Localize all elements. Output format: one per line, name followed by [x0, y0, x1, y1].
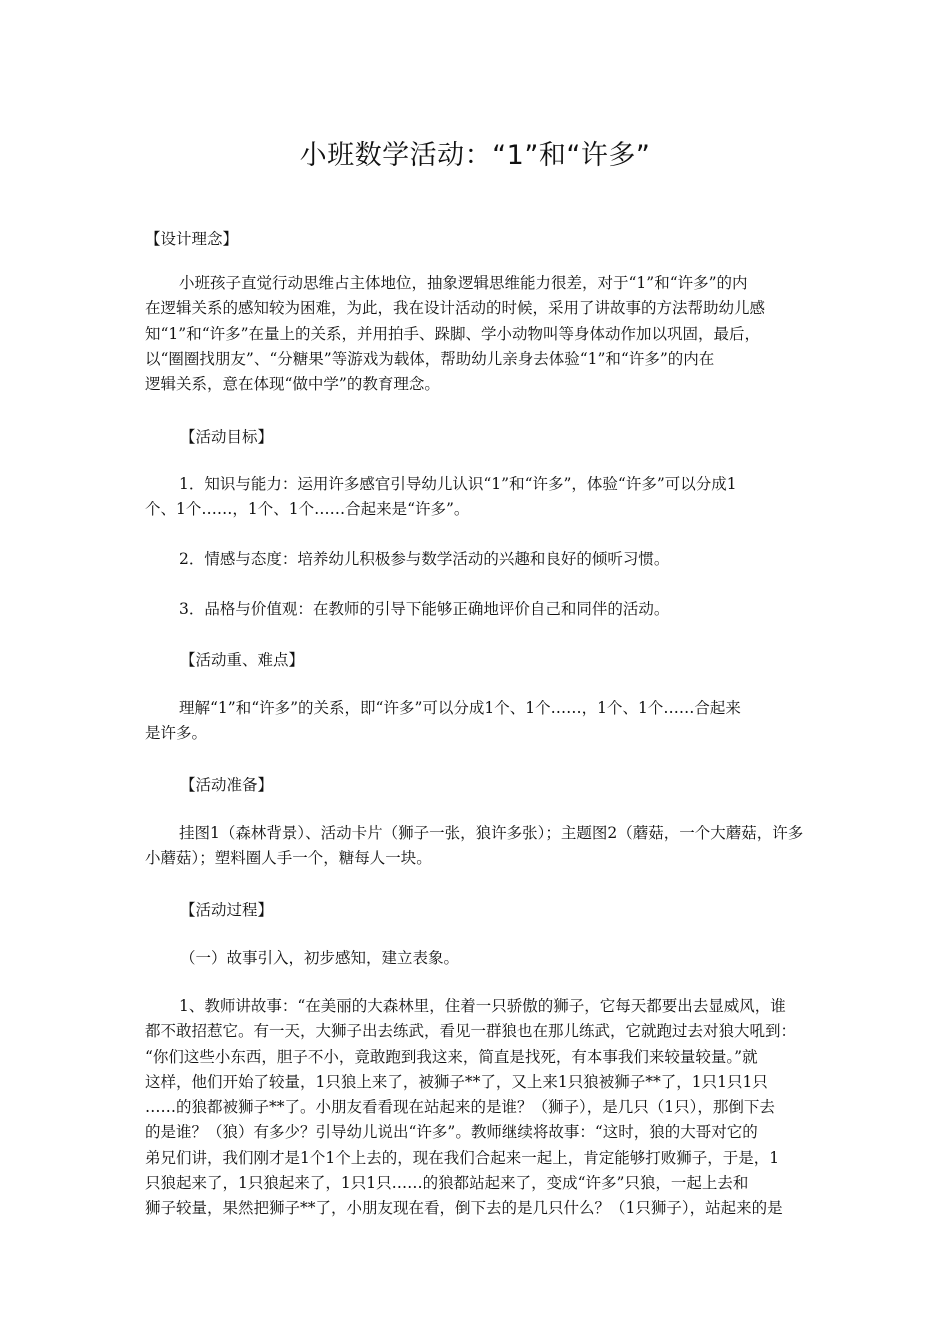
- text-line: 挂图1（森林背景）、活动卡片（狮子一张，狼许多张）；主题图2（蘑菇，一个大蘑菇，许多: [179, 824, 804, 842]
- section-heading-key-points: 【活动重、难点】: [180, 651, 305, 669]
- paragraph-process-story: [145, 994, 809, 1222]
- text-line: 逻辑关系，意在体现“做中学”的教育理念。: [145, 375, 440, 394]
- process-subheading: （一）故事引入，初步感知，建立表象。: [180, 949, 460, 967]
- text-line: 2．情感与态度：培养幼儿积极参与数学活动的兴趣和良好的倾听习惯。: [179, 550, 670, 568]
- text-line: 1、教师讲故事：“在美丽的大森林里，住着一只骄傲的狮子，它每天都要出去显威风，谁: [179, 997, 786, 1015]
- text-line: 理解“1”和“许多”的关系，即“许多”可以分成1个、1个……，1个、1个……合起来: [179, 699, 741, 717]
- section-heading-process: 【活动过程】: [180, 901, 274, 919]
- text-line: 狮子较量，果然把狮子**了，小朋友现在看，倒下去的是几只什么？（1只狮子），站起来的是: [145, 1199, 783, 1218]
- text-line: 小班孩子直觉行动思维占主体地位，抽象逻辑思维能力很差，对于“1”和“许多”的内: [179, 274, 748, 292]
- text-line: 知“1”和“许多”在量上的关系，并用拍手、跺脚、学小动物叫等身体动作加以巩固，最后，: [145, 324, 761, 343]
- section-heading-preparation: 【活动准备】: [180, 776, 274, 794]
- text-line: 弟兄们讲，我们刚才是1个1个上去的，现在我们合起来一起上，肯定能够打败狮子，于是，1: [145, 1148, 780, 1167]
- paragraph-preparation: [145, 821, 809, 872]
- text-line: 在逻辑关系的感知较为困难，为此，我在设计活动的时候，采用了讲故事的方法帮助幼儿感: [145, 299, 766, 318]
- paragraph-design-concept: [145, 271, 809, 397]
- section-heading-activity-goals: 【活动目标】: [180, 428, 274, 446]
- document-title: 小班数学活动：“1”和“许多”: [299, 140, 651, 171]
- text-line: 是许多。: [145, 724, 208, 743]
- text-line: 小蘑菇）；塑料圈人手一个，糖每人一块。: [145, 849, 432, 868]
- goal-item-1: [145, 472, 809, 523]
- text-line: 3．品格与价值观：在教师的引导下能够正确地评价自己和同伴的活动。: [179, 600, 670, 618]
- text-line: 的是谁？（狼）有多少？引导幼儿说出“许多”。教师继续将故事：“这时，狼的大哥对它的: [145, 1123, 758, 1142]
- text-line: 1．知识与能力：运用许多感官引导幼儿认识“1”和“许多”，体验“许多”可以分成1: [179, 475, 737, 493]
- text-line: 这样，他们开始了较量，1只狼上来了，被狮子**了，又上来1只狼被狮子**了，1只1只1只: [145, 1072, 768, 1091]
- goal-item-3: [145, 597, 809, 622]
- goal-item-2: [145, 547, 809, 572]
- text-line: 个、1个……，1个、1个……合起来是“许多”。: [145, 500, 470, 519]
- text-line: 只狼起来了，1只狼起来了，1只1只……的狼都站起来了，变成“许多”只狼，一起上去和: [145, 1174, 749, 1193]
- text-line: 以“圈圈找朋友”、“分糖果”等游戏为载体，帮助幼儿亲身去体验“1”和“许多”的内在: [145, 349, 715, 368]
- text-line: “你们这些小东西，胆子不小，竟敢跑到我这来，简直是找死，有本事我们来较量较量。”就: [145, 1047, 758, 1066]
- paragraph-key-points: [145, 696, 809, 747]
- section-heading-design-concept: 【设计理念】: [145, 230, 239, 248]
- text-line: 都不敢招惹它。有一天，大狮子出去练武，看见一群狼也在那儿练武，它就跑过去对狼大吼到：: [145, 1022, 797, 1041]
- text-line: ……的狼都被狮子**了。小朋友看看现在站起来的是谁？（狮子），是几只（1只），那倒下去: [145, 1098, 775, 1117]
